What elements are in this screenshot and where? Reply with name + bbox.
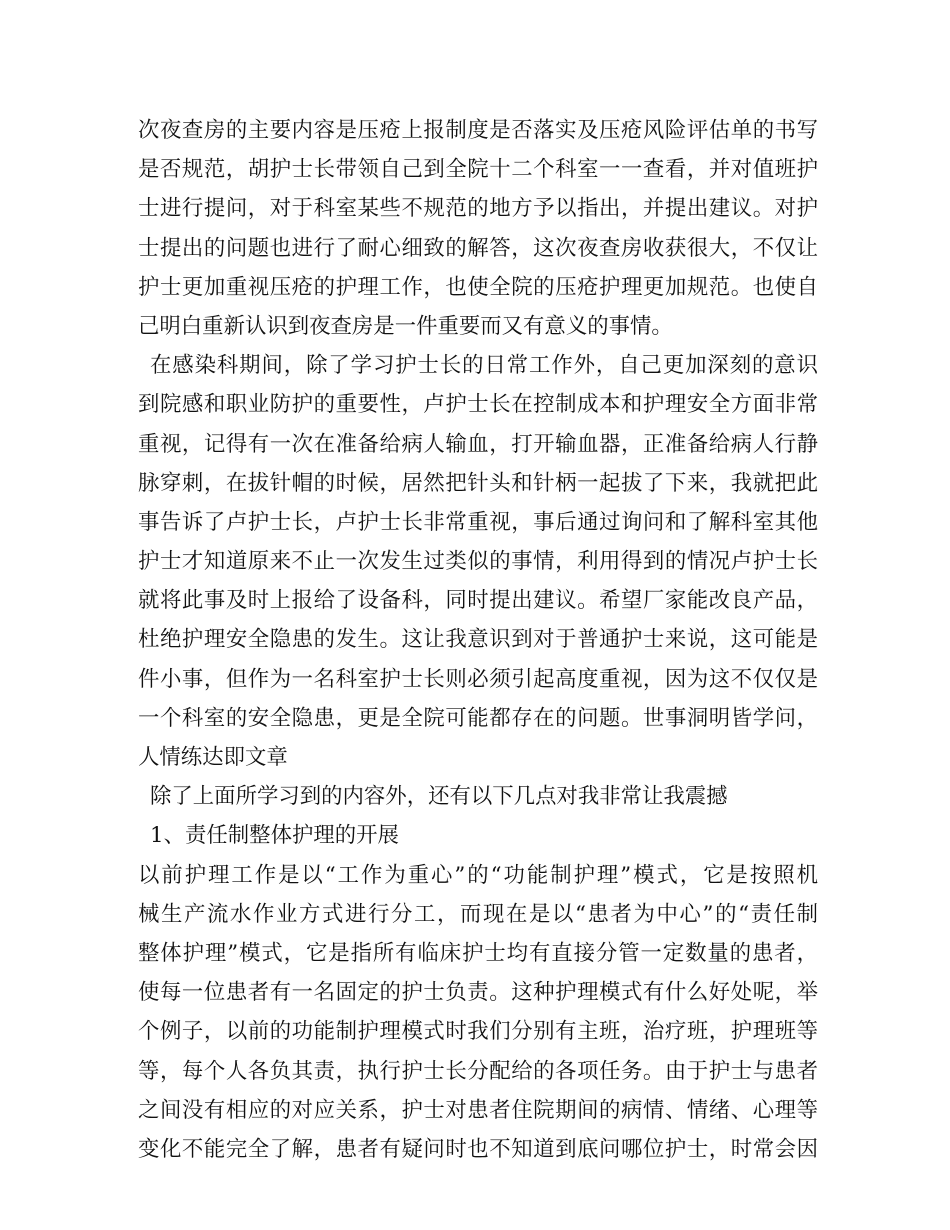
text-line: 己明白重新认识到夜查房是一件重要而又有意义的事情。 [138,313,673,339]
text-line: 除了上面所学习到的内容外，还有以下几点对我非常让我震撼 [150,784,728,810]
text-line: 是否规范，胡护士长带领自己到全院十二个科室一一查看，并对值班护 [138,157,818,183]
text-line: 使每一位患者有一名固定的护士负责。这种护理模式有什么好处呢，举 [138,980,818,1006]
text-line: 在感染科期间，除了学习护士长的日常工作外，自己更加深刻的意识 [150,353,818,379]
text-line: 脉穿刺，在拔针帽的时候，居然把针头和针柄一起拔了下来，我就把此 [138,470,818,496]
text-line: 到院感和职业防护的重要性，卢护士长在控制成本和护理安全方面非常 [138,392,818,418]
text-line: 个例子，以前的功能制护理模式时我们分别有主班，治疗班，护理班等 [138,1019,818,1045]
text-line: 等，每个人各负其责，执行护士长分配给的各项任务。由于护士与患者 [138,1058,818,1084]
text-line: 人情练达即文章 [138,745,288,770]
text-line: 一个科室的安全隐患，更是全院可能都存在的问题。世事洞明皆学问， [138,705,818,731]
text-line: 就将此事及时上报给了设备科，同时提出建议。希望厂家能改良产品， [138,588,818,614]
text-line: 变化不能完全了解，患者有疑问时也不知道到底问哪位护士，时常会因 [138,1136,818,1162]
text-line: 护士才知道原来不止一次发生过类似的事情，利用得到的情况卢护士长 [138,549,818,575]
text-line: 杜绝护理安全隐患的发生。这让我意识到对于普通护士来说，这可能是 [138,627,818,653]
text-line: 整体护理”模式，它是指所有临床护士均有直接分管一定数量的患者， [138,940,818,966]
text-line: 重视，记得有一次在准备给病人输血，打开输血器，正准备给病人行静 [138,431,818,457]
text-line: 之间没有相应的对应关系，护士对患者住院期间的病情、情绪、心理等 [138,1097,818,1123]
text-line: 护士更加重视压疮的护理工作，也使全院的压疮护理更加规范。也使自 [138,274,818,300]
text-line: 士进行提问，对于科室某些不规范的地方予以指出，并提出建议。对护 [138,196,818,222]
document-body [138,111,818,1169]
text-line: 士提出的问题也进行了耐心细致的解答，这次夜查房收获很大，不仅让 [138,235,818,261]
section-heading: 1、责任制整体护理的开展 [150,823,399,849]
text-line: 次夜查房的主要内容是压疮上报制度是否落实及压疮风险评估单的书写 [138,118,818,143]
text-line: 以前护理工作是以“工作为重心”的“功能制护理”模式，它是按照机 [138,862,818,888]
text-line: 事告诉了卢护士长，卢护士长非常重视，事后通过询问和了解科室其他 [138,509,818,535]
text-line: 件小事，但作为一名科室护士长则必须引起高度重视，因为这不仅仅是 [138,666,818,692]
text-line: 械生产流水作业方式进行分工，而现在是以“患者为中心”的“责任制 [138,901,818,927]
